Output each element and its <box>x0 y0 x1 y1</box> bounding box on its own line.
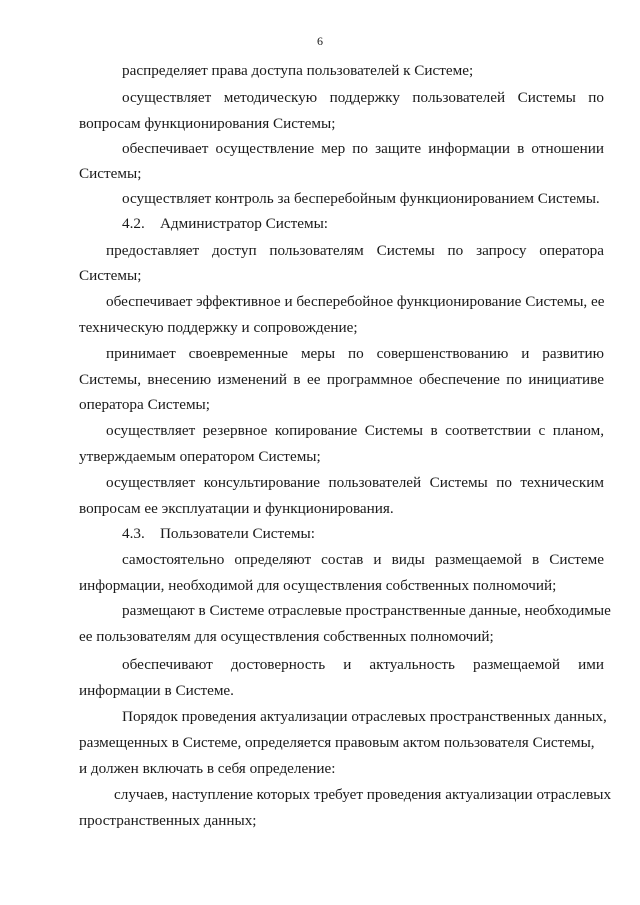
text-line: осуществляет резервное копирование Системы в соответствии с планом, <box>106 422 604 439</box>
text-line: обеспечивают достоверность и актуальность размещаемой ими <box>122 656 604 673</box>
text-line: информации, необходимой для осуществления собственных полномочий; <box>79 577 557 594</box>
text-line: техническую поддержку и сопровождение; <box>79 319 358 336</box>
text-line: Системы; <box>79 165 142 182</box>
text-line: Порядок проведения актуализации отраслевых пространственных данных, <box>122 708 607 725</box>
text-line: осуществляет контроль за бесперебойным функционированием Системы. <box>122 190 600 207</box>
text-line: информации в Системе. <box>79 682 234 699</box>
text-line: обеспечивает эффективное и бесперебойное функционирование Системы, ее <box>106 293 605 310</box>
text-line: осуществляет консультирование пользователей Системы по техническим <box>106 474 604 491</box>
section-heading: 4.2. Администратор Системы: <box>122 215 328 232</box>
section-heading: 4.3. Пользователи Системы: <box>122 525 315 542</box>
text-line: ее пользователям для осуществления собственных полномочий; <box>79 628 494 645</box>
text-line: размещенных в Системе, определяется правовым актом пользователя Системы, <box>79 734 595 751</box>
text-line: пространственных данных; <box>79 812 257 829</box>
text-line: вопросам функционирования Системы; <box>79 115 336 132</box>
text-line: вопросам ее эксплуатации и функционирования. <box>79 500 394 517</box>
text-line: размещают в Системе отраслевые пространственные данные, необходимые <box>122 602 611 619</box>
text-line: осуществляет методическую поддержку пользователей Системы по <box>122 89 604 106</box>
text-line: Системы, внесению изменений в ее программное обеспечение по инициативе <box>79 371 604 388</box>
text-line: утверждаемым оператором Системы; <box>79 448 321 465</box>
text-line: Системы; <box>79 267 142 284</box>
text-line: принимает своевременные меры по совершенствованию и развитию <box>106 345 604 362</box>
text-line: распределяет права доступа пользователей к Системе; <box>122 62 474 79</box>
text-line: случаев, наступление которых требует проведения актуализации отраслевых <box>114 786 612 803</box>
page-number: 6 <box>317 34 323 48</box>
text-line: обеспечивает осуществление мер по защите информации в отношении <box>122 140 604 157</box>
text-line: предоставляет доступ пользователям Системы по запросу оператора <box>106 242 604 259</box>
text-line: самостоятельно определяют состав и виды размещаемой в Системе <box>122 551 604 568</box>
text-line: оператора Системы; <box>79 396 210 413</box>
text-line: и должен включать в себя определение: <box>79 760 336 777</box>
